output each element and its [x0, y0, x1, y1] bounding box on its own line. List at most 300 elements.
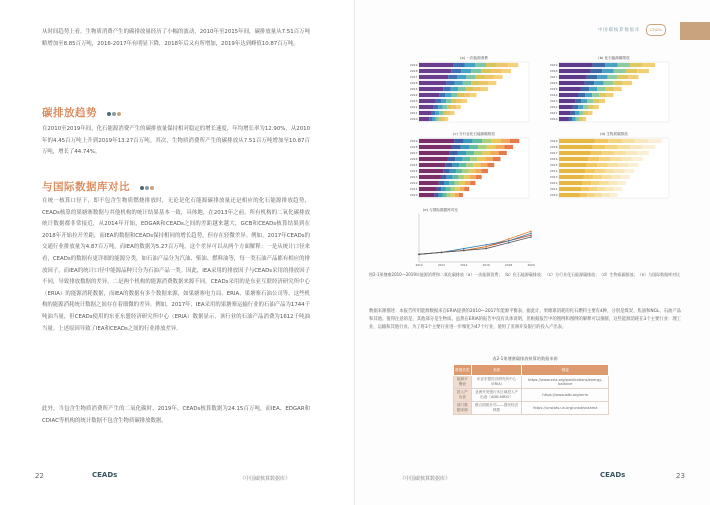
bar-segment	[487, 163, 494, 167]
bar-segment	[605, 169, 615, 173]
series-line	[419, 233, 531, 254]
bar-segment	[599, 93, 606, 97]
tick-label: 2017	[409, 75, 418, 80]
section-title-trend-text: 碳排放趋势	[42, 107, 97, 119]
bar-segment	[486, 63, 497, 67]
series-point	[418, 254, 420, 256]
series-line	[419, 235, 531, 254]
tick-label: 2018	[409, 69, 418, 74]
section-title-trend	[42, 105, 122, 120]
bar-segment	[635, 139, 648, 143]
bar-segment	[452, 105, 457, 109]
bar-segment	[458, 93, 464, 97]
tick-label: 2011	[549, 187, 558, 192]
bar-segment	[497, 63, 508, 67]
bar-segment	[466, 163, 473, 167]
bar-segment	[443, 105, 448, 109]
tick-label: 2014	[409, 169, 418, 174]
tick-label: 2016	[482, 263, 490, 267]
bar-segment	[464, 93, 470, 97]
bar-segment	[592, 93, 599, 97]
bar-segment	[626, 151, 638, 155]
bar-segment	[446, 187, 451, 191]
table-link[interactable]: https://www.eria.org/publications/energy-balance	[522, 376, 609, 389]
bar-segment	[597, 75, 607, 79]
bar-segment	[617, 181, 626, 185]
bar-segment	[587, 99, 593, 103]
bar-segment	[593, 99, 599, 103]
bar-segment	[473, 87, 480, 91]
bar-segment	[590, 69, 602, 73]
series-point	[441, 252, 443, 254]
trend-paragraph: 在2010至2019年间，化石能源消费产生的碳排放量保持相对稳定的增长速度，年均增长率为12.90%，从2010年的4.45百万吨上升到2019年13.27百万吨。其次，生物质消费所产生的碳排放从7.51百万吨增加至10.87百万吨，增长了44.74%。	[42, 126, 310, 156]
bar-segment	[439, 117, 442, 121]
header-accent-icon	[680, 22, 710, 40]
series-point	[530, 232, 532, 234]
bar-segment	[456, 105, 461, 109]
bar-segment	[602, 69, 614, 73]
bar-segment	[446, 99, 451, 103]
tick-label: 2012	[409, 181, 418, 186]
bar-segment	[441, 187, 446, 191]
bar-segment	[447, 175, 453, 179]
tick-label: 2010	[549, 117, 558, 122]
data-source-table	[453, 364, 609, 415]
bar-segment	[630, 145, 642, 149]
bar-segment	[626, 69, 638, 73]
bar-segment	[605, 145, 617, 149]
tick-label: 2018	[409, 145, 418, 150]
bar-segment	[597, 163, 607, 167]
bar-segment	[470, 181, 475, 185]
bar-segment	[443, 111, 447, 115]
bar-segment	[443, 169, 449, 173]
bar-segment	[432, 117, 435, 121]
table-cell: 投入产出表	[454, 389, 472, 402]
bar-segment	[445, 163, 452, 167]
header-text: 中国碳核算数据库	[598, 28, 641, 33]
bar-segment	[438, 105, 443, 109]
bar-segment	[465, 181, 470, 185]
bar-segment	[613, 81, 623, 85]
bar-segment	[463, 157, 471, 161]
bar-segment	[584, 111, 588, 115]
bar-segment	[454, 63, 465, 67]
bar-segment	[466, 87, 473, 91]
bar-segment	[481, 69, 491, 73]
bar-segment	[630, 63, 642, 67]
bar-segment	[449, 181, 454, 185]
bar-segment	[618, 63, 630, 67]
bar-segment	[480, 87, 487, 91]
bar-segment	[623, 81, 633, 85]
series-point	[485, 246, 487, 248]
bar-segment	[459, 193, 463, 197]
tick-label: 2015	[549, 163, 558, 168]
bar-segment	[443, 193, 447, 197]
tick-label: 2013	[409, 175, 418, 180]
bar-segment	[475, 63, 486, 67]
table-row	[454, 376, 609, 389]
bar-segment	[490, 151, 498, 155]
bar-segment	[559, 111, 571, 115]
bar-segment	[457, 99, 462, 103]
ceads-logo	[92, 471, 117, 479]
bar-segment	[458, 87, 465, 91]
bar-segment	[474, 151, 482, 155]
bar-segment	[559, 75, 587, 79]
bar-segment	[478, 157, 486, 161]
tick-label: 2020	[527, 263, 535, 267]
tick-label: 2016	[549, 157, 558, 162]
bar-segment	[615, 169, 625, 173]
bar-segment	[576, 117, 580, 121]
bar-segment	[439, 181, 444, 185]
bar-segment	[585, 169, 595, 173]
bar-segment	[559, 93, 578, 97]
bar-segment	[452, 163, 459, 167]
bar-segment	[458, 175, 464, 179]
bar-segment	[571, 111, 575, 115]
ceads-logo-text: CEADs	[92, 471, 118, 479]
bar-segment	[599, 157, 610, 161]
bar-segment	[648, 139, 661, 143]
bar-segment	[579, 117, 583, 121]
bar-segment	[579, 193, 587, 197]
table-cell: 能源平衡表	[454, 376, 472, 389]
bar-segment	[475, 169, 481, 173]
bar-segment	[451, 111, 455, 115]
bar-segment	[451, 87, 458, 91]
section-title-compare	[42, 179, 155, 194]
ceads-logo-right	[600, 471, 625, 479]
tick-label: 2016	[409, 157, 418, 162]
tick-label: 2015	[409, 87, 418, 92]
bar-segment	[463, 81, 471, 85]
bar-segment	[559, 63, 593, 67]
bar-segment	[419, 193, 434, 197]
bar-segment	[501, 139, 510, 143]
bar-segment	[434, 105, 439, 109]
table-link[interactable]: https://www.adb.org/mrio	[522, 389, 609, 402]
bar-segment	[607, 75, 617, 79]
bar-segment	[419, 157, 448, 161]
bar-segment	[447, 111, 451, 115]
bar-segment	[451, 187, 456, 191]
bar-segment	[593, 175, 602, 179]
chart-c	[410, 131, 529, 198]
bar-segment	[494, 75, 503, 79]
bar-segment	[595, 139, 608, 143]
tick-label: 2010	[415, 263, 423, 267]
bar-segment	[463, 139, 472, 143]
bar-segment	[585, 93, 592, 97]
bar-segment	[559, 163, 587, 167]
chart-d	[550, 131, 669, 198]
bar-segment	[587, 163, 597, 167]
bar-segment	[559, 105, 573, 109]
tick-label: 2012	[409, 105, 418, 110]
tick-label: 2011	[409, 111, 418, 116]
bar-segment	[470, 157, 478, 161]
bar-segment	[470, 175, 476, 179]
bar-segment	[491, 69, 501, 73]
bar-segment	[419, 93, 439, 97]
data-source-paragraph: 数据来源描述：本报告所用能源数据来自ERIA提供的2010—2017年能源平衡表。据此计，果塘寨消耗的化石燃料主要有4种，分别是煤炭、焦油和NGL、石油产品和其他。值得注意的是，其他部分是生物质。虽然在ERIA的报告中没有具体说明，但根据报告中的图例和图例的解释可以推断，这些能源消耗在3个主要行业：理工业、运输和其他行业。为了将3个主要行业进一步细化为47个行业，使用了亚洲开发银行的投入产出表。	[369, 309, 681, 330]
bar-segment	[588, 111, 592, 115]
series-point	[508, 240, 510, 242]
bar-segment	[488, 81, 496, 85]
bar-segment	[466, 75, 475, 79]
bar-segment	[621, 157, 632, 161]
tick-label: 2015	[549, 87, 558, 92]
bar-segment	[469, 145, 478, 149]
bar-segment	[581, 187, 589, 191]
bar-segment	[602, 193, 610, 197]
bar-segment	[597, 187, 605, 191]
bar-segment	[582, 181, 591, 185]
table-cell: 联合国统计司——国民经济核算	[471, 402, 522, 415]
table-title: 表2-1果塘寨碳排放核算的数据来源	[492, 356, 558, 361]
bar-segment	[444, 181, 449, 185]
series-point	[485, 248, 487, 250]
bar-segment	[485, 157, 493, 161]
bar-segment	[628, 163, 638, 167]
bar-segment	[419, 175, 441, 179]
footer-title-right: 《中国碳核算数据库》	[400, 476, 451, 482]
table-row	[454, 389, 609, 402]
bar-segment	[610, 157, 621, 161]
bar-segment	[599, 99, 605, 103]
bar-segment	[445, 117, 448, 121]
figure-caption: 图2-1果塘寨2010—2019年能源消费和二氧化碳排放（a）一次能源消费；（b）化石能源碳排放；（c）分行业化石能源碳排放；（d）生物质碳排放；（e）与国际数据库对比	[369, 272, 681, 277]
tick-label: 2018	[549, 145, 558, 150]
series-point	[463, 250, 465, 252]
bar-segment	[419, 105, 434, 109]
bar-segment	[573, 105, 578, 109]
bar-segment	[448, 75, 457, 79]
chart-title: (a) 一次能源消费	[460, 56, 488, 60]
bar-segment	[606, 93, 613, 97]
bar-segment	[457, 75, 466, 79]
title-dots-icon	[140, 181, 155, 193]
bar-segment	[480, 163, 487, 167]
bar-segment	[610, 193, 618, 197]
bar-segment	[456, 169, 462, 173]
bar-segment	[618, 163, 628, 167]
bar-segment	[605, 87, 613, 91]
bar-segment	[429, 117, 432, 121]
bar-segment	[605, 187, 613, 191]
bar-segment	[419, 151, 450, 155]
tick-label: 2011	[409, 187, 418, 192]
bar-segment	[471, 69, 481, 73]
bar-segment	[448, 157, 456, 161]
bar-segment	[478, 145, 487, 149]
bar-segment	[559, 117, 569, 121]
tick-label: 2017	[409, 151, 418, 156]
table-header-cell: 链接	[522, 365, 609, 376]
bar-segment	[482, 139, 491, 143]
tick-label: 2014	[409, 93, 418, 98]
tick-label: 2019	[409, 63, 418, 68]
figure-charts	[393, 50, 678, 268]
bar-segment	[461, 69, 471, 73]
bar-segment	[419, 145, 452, 149]
bar-segment	[508, 63, 519, 67]
bar-segment	[491, 139, 500, 143]
bar-segment	[559, 139, 595, 143]
bar-segment	[487, 145, 496, 149]
bar-segment	[419, 69, 451, 73]
bar-segment	[454, 81, 462, 85]
series-point	[530, 230, 532, 232]
bar-segment	[455, 193, 459, 197]
series-point	[485, 244, 487, 246]
bar-segment	[461, 145, 470, 149]
bar-segment	[419, 169, 443, 173]
bar-segment	[436, 99, 441, 103]
tick-label: 2016	[409, 81, 418, 86]
bar-segment	[465, 187, 470, 191]
bar-segment	[559, 157, 588, 161]
bar-segment	[569, 117, 573, 121]
series-point	[508, 238, 510, 240]
bar-segment	[454, 181, 459, 185]
bar-segment	[605, 63, 617, 67]
chart-title: (e) 与国际数据库对比	[423, 208, 458, 212]
bar-segment	[575, 99, 581, 103]
bar-segment	[438, 193, 442, 197]
bar-segment	[501, 69, 511, 73]
chart-title: (c) 分行业化石能源碳排放	[453, 132, 495, 136]
tick-label: 2017	[549, 151, 558, 156]
series-point	[530, 236, 532, 238]
bar-segment	[559, 69, 590, 73]
tick-label: 2019	[549, 63, 558, 68]
bar-segment	[473, 163, 480, 167]
bar-segment	[464, 175, 470, 179]
chart-title: (d) 生物质碳排放	[600, 132, 628, 136]
bar-segment	[559, 193, 579, 197]
bar-segment	[559, 181, 582, 185]
bar-segment	[589, 187, 597, 191]
table-header-cell: 来源	[471, 365, 522, 376]
bar-segment	[593, 145, 605, 149]
footer-title-left: 《中国碳核算数据库》	[240, 476, 291, 482]
bar-segment	[589, 87, 597, 91]
table-header-cell: 数据类型	[454, 365, 472, 376]
tick-label: 2013	[549, 99, 558, 104]
bar-segment	[451, 99, 456, 103]
bar-segment	[559, 169, 585, 173]
bar-segment	[583, 105, 588, 109]
bar-segment	[588, 105, 593, 109]
bar-segment	[614, 151, 626, 155]
bar-segment	[572, 117, 576, 121]
bar-segment	[439, 93, 445, 97]
bar-segment	[643, 63, 655, 67]
bar-segment	[624, 169, 634, 173]
bar-segment	[419, 99, 436, 103]
series-line	[419, 231, 531, 254]
bar-segment	[466, 151, 474, 155]
bar-segment	[584, 175, 593, 179]
bar-segment	[462, 99, 467, 103]
table-cell: 亚洲开发银行多区域投入产出表（ADB-MRIO）	[471, 389, 522, 402]
bar-segment	[446, 81, 454, 85]
bar-segment	[431, 111, 435, 115]
tick-label: 2012	[549, 181, 558, 186]
bar-segment	[473, 139, 482, 143]
table-link[interactable]: https://unstats.un.org/unsd/snaama	[522, 402, 609, 415]
bar-segment	[435, 111, 439, 115]
bar-segment	[484, 75, 493, 79]
bar-segment	[455, 187, 460, 191]
bar-segment	[628, 75, 638, 79]
bar-segment	[594, 81, 604, 85]
series-point	[463, 248, 465, 250]
bar-segment	[587, 75, 597, 79]
page-number-left: 22	[35, 472, 44, 480]
bar-segment	[559, 87, 581, 91]
bar-segment	[643, 145, 655, 149]
bar-segment	[455, 157, 463, 161]
section-title-compare-text: 与国际数据库对比	[42, 181, 130, 193]
bar-segment	[579, 111, 583, 115]
bar-segment	[499, 151, 507, 155]
bar-segment	[578, 105, 583, 109]
tick-label: 2018	[505, 263, 513, 267]
tick-label: 2011	[549, 111, 558, 116]
chart-b	[550, 55, 669, 122]
bar-segment	[451, 69, 461, 73]
bar-segment	[618, 145, 630, 149]
bar-segment	[436, 117, 439, 121]
chart-e	[415, 207, 534, 267]
compare-paragraph: 在统一核算口径下，即不包含生物质燃烧排放时，无论是化石能源碳排放量还是相应的化石能源排放趋势，CEADs核算的果塘寨数据与其他机构的统计结果基本一致，具体地，在2013年之前，所有机构的二氧化碳排放统计数据都非常接近，从2014年开始，EDGAR和CEADs之间的差距越来越大，GCB和CEADs核算结果到在2018年开始拉开差距，而IEA的数据和CEADs保持相同的增长趋势，但存在轻微差异。例如，2017年CEADs的交通行业排放量为4.87百万吨，而IEA的数据为5.27百万吨。这个差异可以从两个方面解释：一是从统计口径来看，CEADs的数据有更详细的能源分类，如石油产品分为汽油、柴油、燃料油等，每一类石油产品都有相应的排放因子，而IEA的统计口径中能源品种只分为石油产品一类。因此，IEA采用的排放因子与CEADs采用的排放因子不同，导致排放数据的差异。二是两个机构的能源消费数据来源不同。CEADs采用的是东亚互联经济研究所中心（ERIA）的能源消耗数据，而IEA的数据有多个数据来源，如果塘寨电力局、ERIA、果塘寨石油公司等。这些机构的能源消耗统计数据之间存在着细微的差异。例如，2017年，IEA采用的果塘寨运输行业的石油产品为1744千吨油当量，但CEADs使用的东亚东盟经济研究所中心（ERIA）数据显示，该行业的石油产品消费为1612千吨油当量。上述原因导致了IEA和CEADs之间的行业排放差异。	[42, 198, 310, 332]
bar-segment	[591, 181, 600, 185]
bar-segment	[419, 87, 443, 91]
series-point	[508, 242, 510, 244]
bar-segment	[612, 175, 621, 179]
bar-segment	[595, 169, 605, 173]
bar-segment	[454, 139, 463, 143]
chart-a	[410, 55, 529, 122]
bar-segment	[470, 93, 476, 97]
bar-segment	[469, 169, 475, 173]
bar-segment	[578, 93, 585, 97]
bar-segment	[482, 151, 490, 155]
bar-segment	[452, 93, 458, 97]
bar-segment	[459, 163, 466, 167]
bar-segment	[559, 187, 581, 191]
compare-paragraph-2: 此外，当包含生物质消费所产生的二氧化碳时，2019年，CEADs核算数据为24.15百万吨，而IEA、EDGAR和CDIAC等机构的统计数据不包含生物质碳排放数据。	[42, 406, 310, 424]
bar-segment	[604, 81, 614, 85]
bar-segment	[465, 63, 476, 67]
bar-segment	[608, 181, 617, 185]
bar-segment	[419, 111, 431, 115]
bar-segment	[593, 63, 605, 67]
bar-segment	[637, 69, 649, 73]
tick-label: 2018	[549, 69, 558, 74]
bar-segment	[458, 151, 466, 155]
tick-label: 2012	[549, 105, 558, 110]
bar-segment	[434, 193, 438, 197]
bar-segment	[588, 157, 599, 161]
tick-label: 2013	[549, 175, 558, 180]
bar-segment	[451, 193, 455, 197]
